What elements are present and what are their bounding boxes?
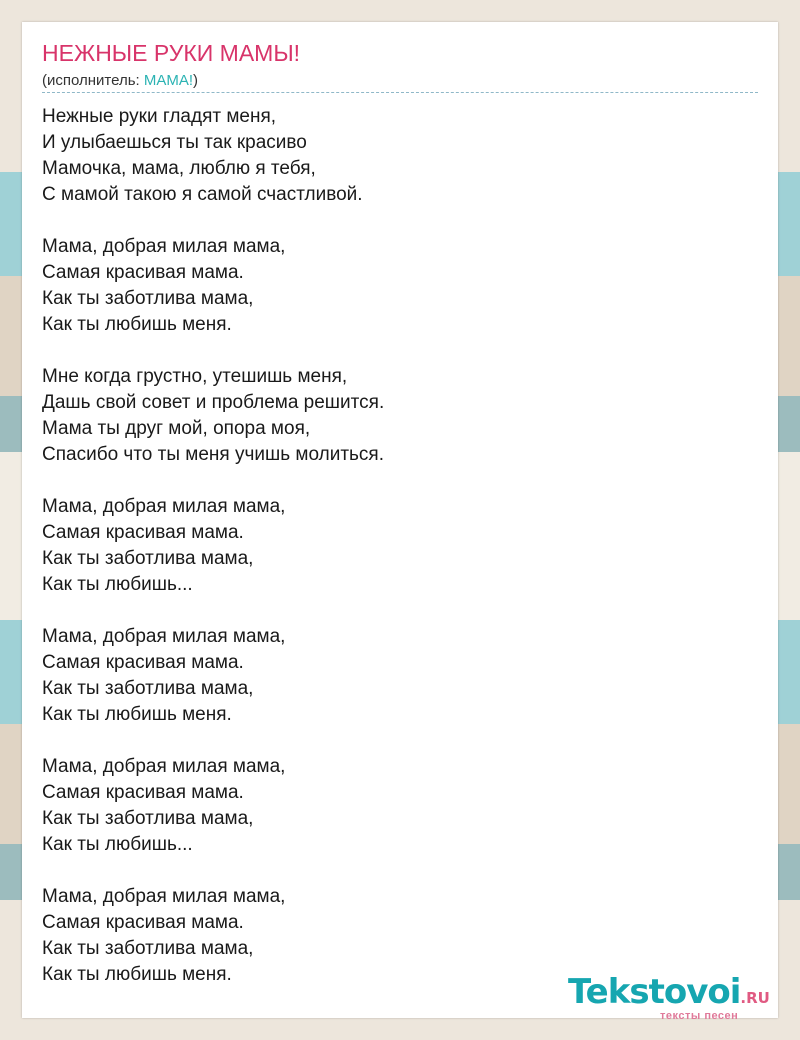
lyric-line: Самая красивая мама. bbox=[42, 262, 244, 283]
lyric-line: Нежные руки гладят меня, bbox=[42, 106, 277, 127]
lyric-line: Как ты любишь меня. bbox=[42, 704, 232, 725]
lyrics-card bbox=[22, 22, 778, 1022]
song-title: НЕЖНЫЕ РУКИ МАМЫ! bbox=[42, 40, 301, 66]
lyric-line: Самая красивая мама. bbox=[42, 912, 244, 933]
lyric-line: Как ты любишь меня. bbox=[42, 314, 232, 335]
site-logo[interactable] bbox=[568, 972, 770, 1022]
lyrics-body bbox=[42, 104, 742, 1014]
artist-link[interactable]: МАМА! bbox=[143, 72, 194, 89]
lyric-line: С мамой такою я самой счастливой. bbox=[42, 184, 363, 205]
lyric-line: Мама, добрая милая мама, bbox=[42, 236, 286, 257]
lyric-line: Мама, добрая милая мама, bbox=[42, 626, 286, 647]
title-divider bbox=[42, 92, 758, 93]
logo-tagline: тексты песен bbox=[660, 1010, 739, 1022]
lyric-line: Как ты заботлива мама, bbox=[42, 288, 254, 309]
artist-prefix: (исполнитель: bbox=[42, 72, 144, 89]
lyric-line: Как ты любишь меня. bbox=[42, 964, 232, 985]
lyric-line: Спасибо что ты меня учишь молиться. bbox=[42, 444, 384, 465]
logo-domain: .RU bbox=[740, 989, 770, 1007]
lyric-line: Как ты заботлива мама, bbox=[42, 938, 254, 959]
lyric-line: Мама ты друг мой, опора моя, bbox=[42, 418, 311, 439]
lyric-line: Как ты заботлива мама, bbox=[42, 548, 254, 569]
stanza bbox=[42, 494, 742, 598]
lyric-line: Мама, добрая милая мама, bbox=[42, 886, 286, 907]
stanza bbox=[42, 624, 742, 728]
lyric-line: Как ты заботлива мама, bbox=[42, 808, 254, 829]
artist-suffix: ) bbox=[193, 72, 199, 89]
artist-line bbox=[42, 72, 198, 89]
lyric-line: Самая красивая мама. bbox=[42, 652, 244, 673]
lyric-line: Самая красивая мама. bbox=[42, 782, 244, 803]
lyric-line: Мамочка, мама, люблю я тебя, bbox=[42, 158, 316, 179]
stanza bbox=[42, 364, 742, 468]
stanza bbox=[42, 104, 742, 208]
lyric-line: Как ты любишь... bbox=[42, 834, 193, 855]
lyric-line: И улыбаешься ты так красиво bbox=[42, 132, 307, 153]
stanza bbox=[42, 234, 742, 338]
lyric-line: Как ты любишь... bbox=[42, 574, 193, 595]
lyric-line: Как ты заботлива мама, bbox=[42, 678, 254, 699]
lyric-line: Самая красивая мама. bbox=[42, 522, 244, 543]
logo-wordmark: Tekstovoi bbox=[568, 972, 741, 1012]
lyric-line: Мама, добрая милая мама, bbox=[42, 756, 286, 777]
lyric-line: Дашь свой совет и проблема решится. bbox=[42, 392, 385, 413]
lyric-line: Мне когда грустно, утешишь меня, bbox=[42, 366, 348, 387]
stanza bbox=[42, 754, 742, 858]
lyric-line: Мама, добрая милая мама, bbox=[42, 496, 286, 517]
